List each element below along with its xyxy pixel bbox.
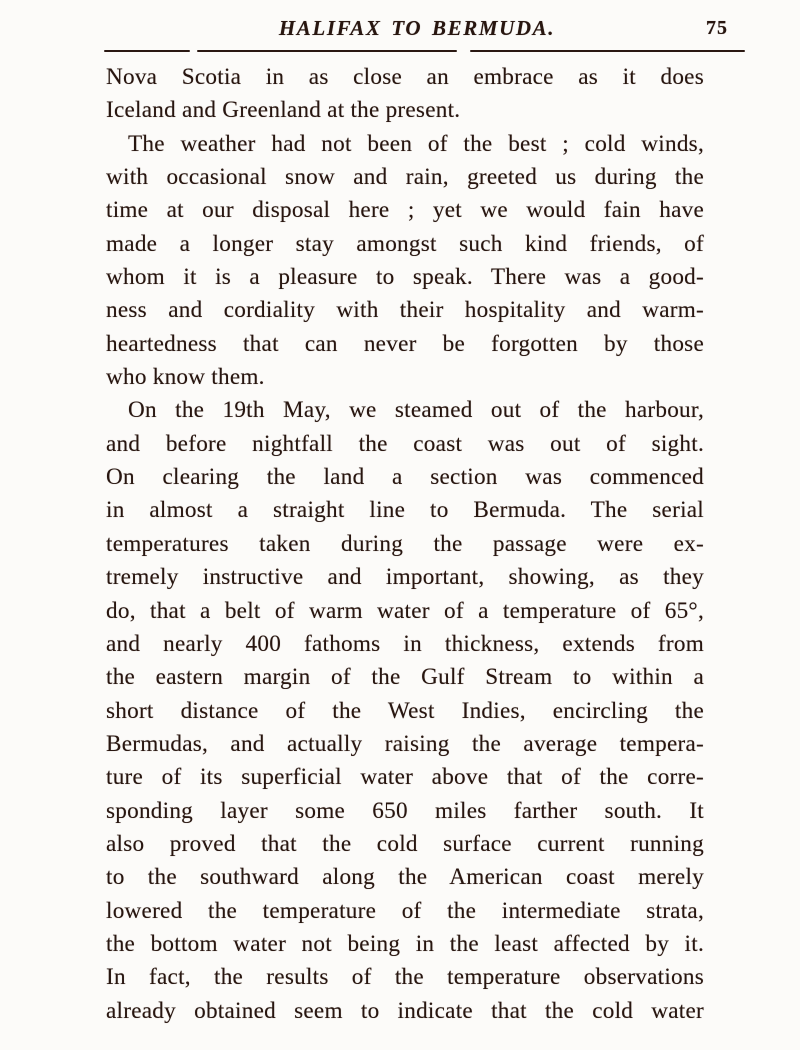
rule-segment — [470, 50, 745, 52]
text-line: made a longer stay amongst such kind friends, of — [106, 230, 704, 257]
text-line: with occasional snow and rain, greeted us during the — [106, 164, 704, 191]
text-line: Bermudas, and actually raising the average tempera- — [106, 730, 704, 757]
text-line: Iceland and Greenland at the present. — [106, 97, 461, 124]
running-head — [106, 16, 728, 46]
rule-segment — [104, 50, 190, 52]
text-line: already obtained seem to indicate that the cold water — [106, 997, 704, 1024]
text-line: sponding layer some 650 miles farther south. It — [106, 797, 704, 824]
text-line: and nearly 400 fathoms in thickness, extends from — [106, 630, 704, 657]
text-line: short distance of the West Indies, encircling the — [106, 697, 704, 724]
text-line: and before nightfall the coast was out of sight. — [106, 430, 704, 457]
text-line: also proved that the cold surface current running — [106, 830, 704, 857]
text-line: On clearing the land a section was commenced — [106, 464, 704, 491]
text-line: lowered the temperature of the intermediate strata, — [106, 897, 704, 924]
text-line: to the southward along the American coast merely — [106, 864, 704, 891]
text-line: in almost a straight line to Bermuda. The serial — [106, 497, 704, 524]
page-title: HALIFAX TO BERMUDA. — [278, 16, 556, 40]
text-line: time at our disposal here ; yet we would fain have — [106, 197, 704, 224]
page-number: 75 — [706, 17, 728, 39]
body-text — [106, 61, 704, 1028]
text-line: whom it is a pleasure to speak. There was a good- — [106, 264, 704, 291]
text-line: who know them. — [106, 364, 265, 391]
text-line: ness and cordiality with their hospitality and warm- — [106, 297, 704, 324]
text-line: temperatures taken during the passage were ex- — [106, 530, 704, 557]
text-line: On the 19th May, we steamed out of the harbour, — [128, 397, 704, 424]
header-rule — [104, 50, 745, 53]
text-line: Nova Scotia in as close an embrace as it does — [106, 64, 704, 90]
text-line: ture of its superficial water above that of the corre- — [106, 764, 704, 791]
text-line: the eastern margin of the Gulf Stream to within a — [106, 664, 704, 691]
text-line: heartedness that can never be forgotten by those — [106, 330, 704, 357]
text-line: tremely instructive and important, showing, as they — [106, 564, 704, 591]
text-line: do, that a belt of warm water of a temperature of 65°, — [106, 597, 704, 624]
text-line: In fact, the results of the temperature observations — [106, 964, 704, 991]
rule-segment — [197, 50, 457, 52]
text-line: the bottom water not being in the least affected by it. — [106, 930, 704, 957]
text-line: The weather had not been of the best ; cold winds, — [128, 130, 704, 157]
